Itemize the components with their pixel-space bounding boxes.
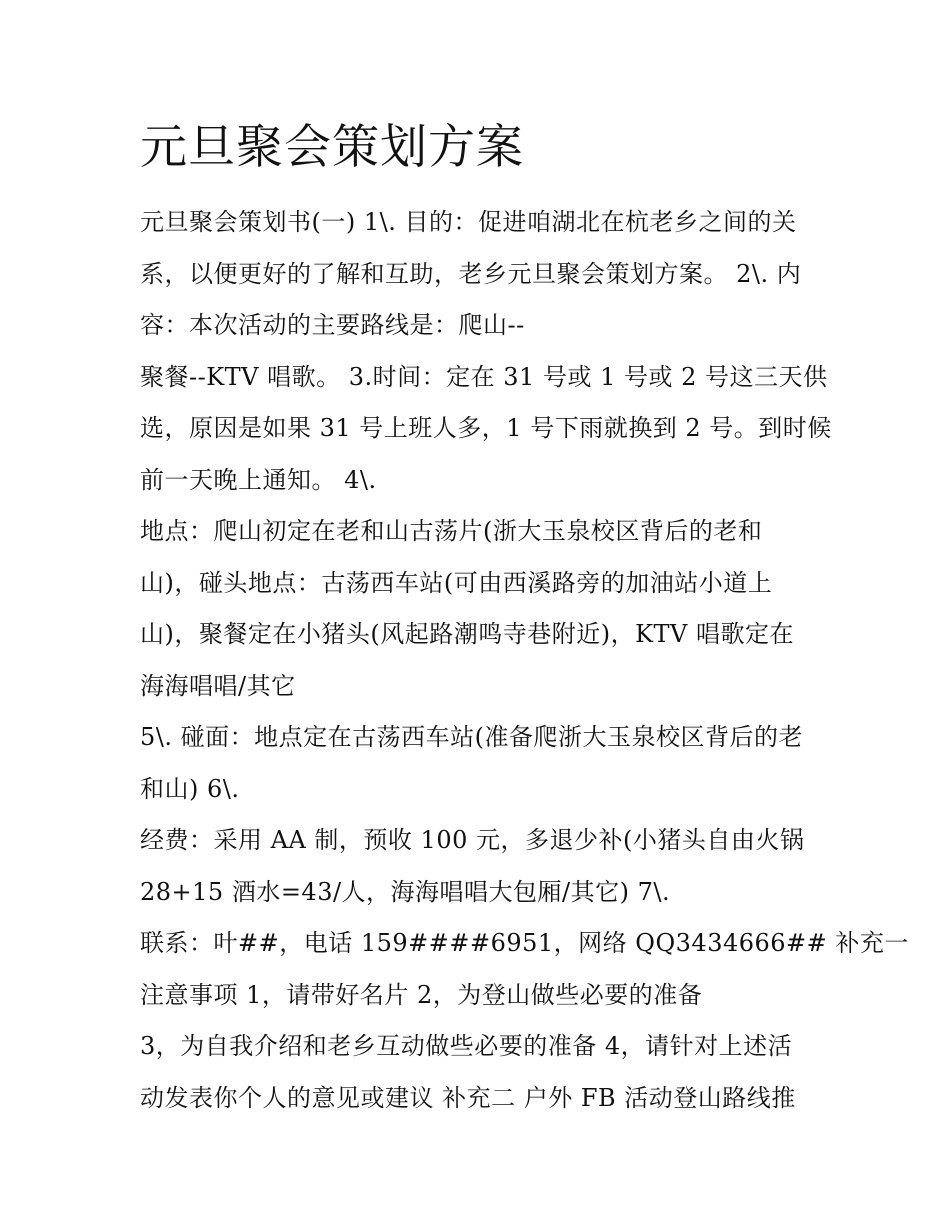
- body-line: 动发表你个人的意见或建议 补充二 户外 FB 活动登山路线推: [140, 1083, 796, 1112]
- body-line: 和山) 6\.: [140, 774, 240, 803]
- body-line: 注意事项 1，请带好名片 2，为登山做些必要的准备: [140, 980, 703, 1009]
- body-line: 联系：叶##，电话 159####6951，网络 QQ3434666## 补充一: [140, 929, 909, 957]
- document-title: 元旦聚会策划方案: [140, 120, 524, 175]
- body-line: 山)，聚餐定在小猪头(风起路潮鸣寺巷附近)，KTV 唱歌定在: [140, 620, 794, 648]
- body-line: 聚餐--KTV 唱歌。 3.时间：定在 31 号或 1 号或 2 号这三天供: [140, 362, 828, 391]
- body-line: 容：本次活动的主要路线是：爬山--: [140, 311, 525, 339]
- body-line: 山)，碰头地点：古荡西车站(可由西溪路旁的加油站小道上: [140, 568, 773, 597]
- body-line: 5\. 碰面：地点定在古荡西车站(准备爬浙大玉泉校区背后的老: [140, 723, 803, 751]
- body-line: 地点：爬山初定在老和山古荡片(浙大玉泉校区背后的老和: [140, 517, 763, 545]
- body-line: 28+15 酒水=43/人，海海唱唱大包厢/其它) 7\.: [140, 877, 671, 906]
- body-line: 系，以便更好的了解和互助，老乡元旦聚会策划方案。 2\. 内: [140, 259, 802, 288]
- body-line: 前一天晚上通知。 4\.: [140, 465, 377, 494]
- body-line: 经费：采用 AA 制，预收 100 元，多退少补(小猪头自由火锅: [140, 826, 805, 854]
- body-line: 元旦聚会策划书(一) 1\. 目的：促进咱湖北在杭老乡之间的关: [140, 208, 797, 236]
- document-body: [140, 197, 909, 1124]
- body-line: 海海唱唱/其它: [140, 671, 296, 700]
- body-line: 3，为自我介绍和老乡互动做些必要的准备 4，请针对上述活: [140, 1032, 793, 1060]
- body-line: 选，原因是如果 31 号上班人多，1 号下雨就换到 2 号。到时候: [140, 414, 832, 442]
